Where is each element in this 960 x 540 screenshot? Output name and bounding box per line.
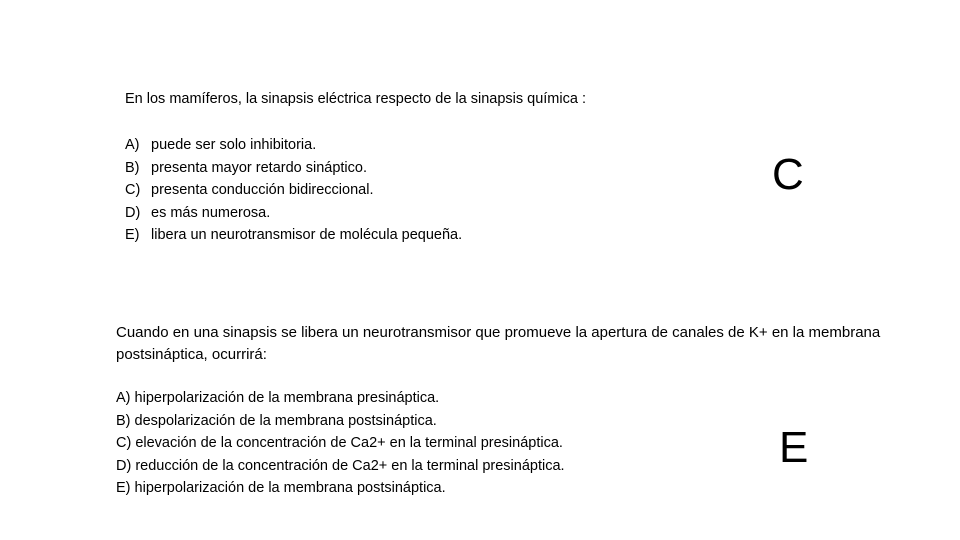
question-1-option-d xyxy=(125,202,462,225)
question-1-answer: C xyxy=(772,150,804,199)
option-text: presenta conducción bidireccional. xyxy=(151,182,374,198)
question-2-option-e: E) hiperpolarización de la membrana postsináptica. xyxy=(116,480,446,496)
question-2-option-c: C) elevación de la concentración de Ca2+ en la terminal presináptica. xyxy=(116,435,563,451)
option-letter: E) xyxy=(125,227,140,243)
question-1-option-e xyxy=(125,224,462,247)
question-1-option-b xyxy=(125,157,462,180)
question-2-option-b: B) despolarización de la membrana postsináptica. xyxy=(116,412,437,429)
question-2-answer: E xyxy=(779,423,809,472)
question-2-options xyxy=(116,387,565,500)
option-letter: A) xyxy=(125,137,140,153)
option-text: es más numerosa. xyxy=(151,204,271,221)
option-text: libera un neurotransmisor de molécula pequeña. xyxy=(151,227,463,243)
option-letter: C) xyxy=(125,182,141,198)
question-1-options xyxy=(125,134,462,247)
option-letter: D) xyxy=(125,204,141,221)
question-2-option-d: D) reducción de la concentración de Ca2+ en la terminal presináptica. xyxy=(116,457,565,474)
option-text: presenta mayor retardo sináptico. xyxy=(151,159,367,176)
question-2-option-a: A) hiperpolarización de la membrana presináptica. xyxy=(116,390,440,406)
question-2-stem: Cuando en una sinapsis se libera un neurotransmisor que promueve la apertura de canales de K+ en la membrana postsináptica, ocurrirá: xyxy=(116,324,881,363)
option-text: puede ser solo inhibitoria. xyxy=(151,137,317,153)
question-1-option-a xyxy=(125,134,462,157)
option-letter: B) xyxy=(125,159,140,176)
question-1-stem: En los mamíferos, la sinapsis eléctrica respecto de la sinapsis química : xyxy=(125,91,586,107)
question-1-option-c xyxy=(125,179,462,202)
